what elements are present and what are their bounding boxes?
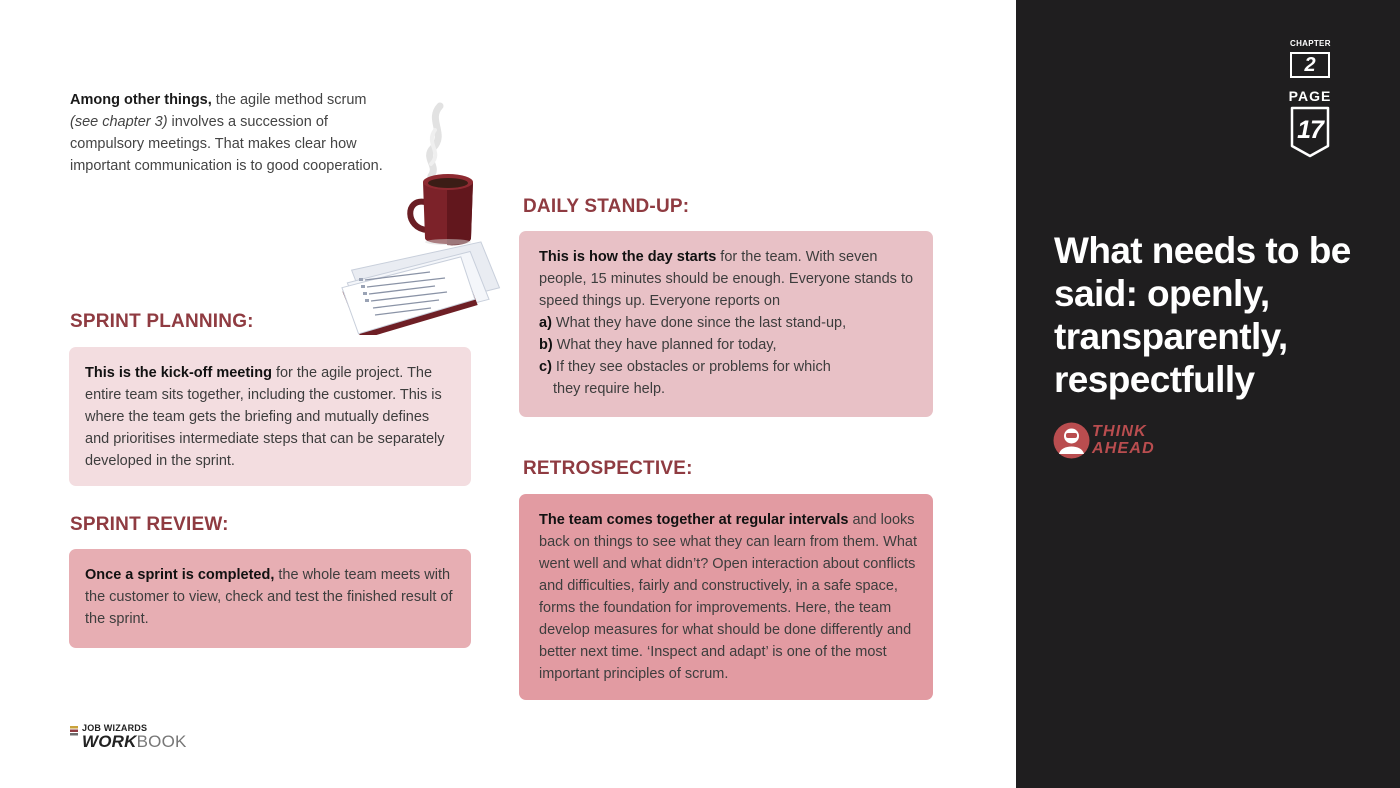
person-badge-icon	[1053, 422, 1090, 459]
list-item-text: What they have planned for today,	[552, 337, 777, 353]
coffee-cup-with-papers-illustration	[335, 100, 505, 335]
logo-work: WORK	[82, 732, 137, 751]
daily-standup-text: for the team. With seven people, 15 minutes should be enough. Everyone stands to speed things up. Everyone reports on	[539, 249, 914, 309]
intro-lead: Among other things,	[70, 92, 212, 108]
think-ahead-logo	[1053, 421, 1193, 461]
retrospective-text: and looks back on things to see what they can learn from them. What went well and what didn’t? Open interaction about conflicts and difficulties, fairly and constructively, in a safe space, forms the foundation for improvements. Here, the team develop measures for what should be done differently and better next time. ‘Inspect and adapt’ is one of the most important principles of scrum.	[539, 512, 917, 682]
intro-reference: (see chapter 3)	[70, 114, 168, 130]
list-item	[539, 312, 923, 334]
sprint-review-lead: Once a sprint is completed,	[85, 567, 275, 583]
page-label: PAGE	[1288, 88, 1332, 104]
logo-book: BOOK	[136, 732, 187, 751]
list-item-text: If they see obstacles or problems for which they require help.	[551, 359, 831, 397]
list-item	[539, 356, 839, 400]
logo-top-text: JOB WIZARDS	[82, 723, 148, 733]
page-number: 17	[1297, 116, 1323, 144]
retrospective-lead: The team comes together at regular intervals	[539, 512, 849, 528]
brand-text	[1092, 423, 1155, 457]
daily-standup-intro	[539, 246, 923, 312]
logo-bottom-text	[82, 732, 187, 752]
sprint-review-title: SPRINT REVIEW:	[70, 514, 229, 535]
sprint-review-box	[69, 549, 471, 648]
headline: What needs to be said: openly, transparently, respectfully	[1054, 230, 1351, 400]
list-item-text: What they have done since the last stand-up,	[551, 315, 847, 331]
list-marker: a)	[539, 315, 552, 331]
list-marker: c)	[539, 359, 552, 375]
sprint-planning-lead: This is the kick-off meeting	[85, 365, 272, 381]
daily-standup-title: DAILY STAND-UP:	[523, 196, 690, 217]
intro-text-1: the agile method scrum	[211, 92, 367, 108]
chapter-number: 2	[1290, 52, 1330, 78]
sprint-planning-text: for the agile project. The entire team sits together, including the customer. This is where the team gets the briefing and mutually defines and prioritises intermediate steps that can be separately developed in the sprint.	[85, 365, 445, 469]
daily-standup-box	[519, 231, 933, 417]
sprint-review-text: the whole team meets with the customer to view, check and test the finished result of the sprint.	[85, 567, 453, 627]
brand-line-1: THINK	[1092, 423, 1147, 440]
list-marker: b)	[539, 337, 553, 353]
retrospective-box	[519, 494, 933, 700]
list-item	[539, 334, 923, 356]
chapter-label: CHAPTER	[1290, 39, 1331, 48]
job-wizards-workbook-logo	[70, 723, 200, 753]
retrospective-title: RETROSPECTIVE:	[523, 458, 693, 479]
sprint-planning-title: SPRINT PLANNING:	[70, 311, 254, 332]
sprint-planning-box	[69, 347, 471, 486]
brand-line-2: AHEAD	[1092, 440, 1155, 457]
book-stack-icon	[70, 726, 78, 738]
intro-text-2: involves a succession of compulsory meetings. That makes clear how important communication is to good cooperation.	[70, 114, 383, 174]
daily-standup-lead: This is how the day starts	[539, 249, 717, 265]
